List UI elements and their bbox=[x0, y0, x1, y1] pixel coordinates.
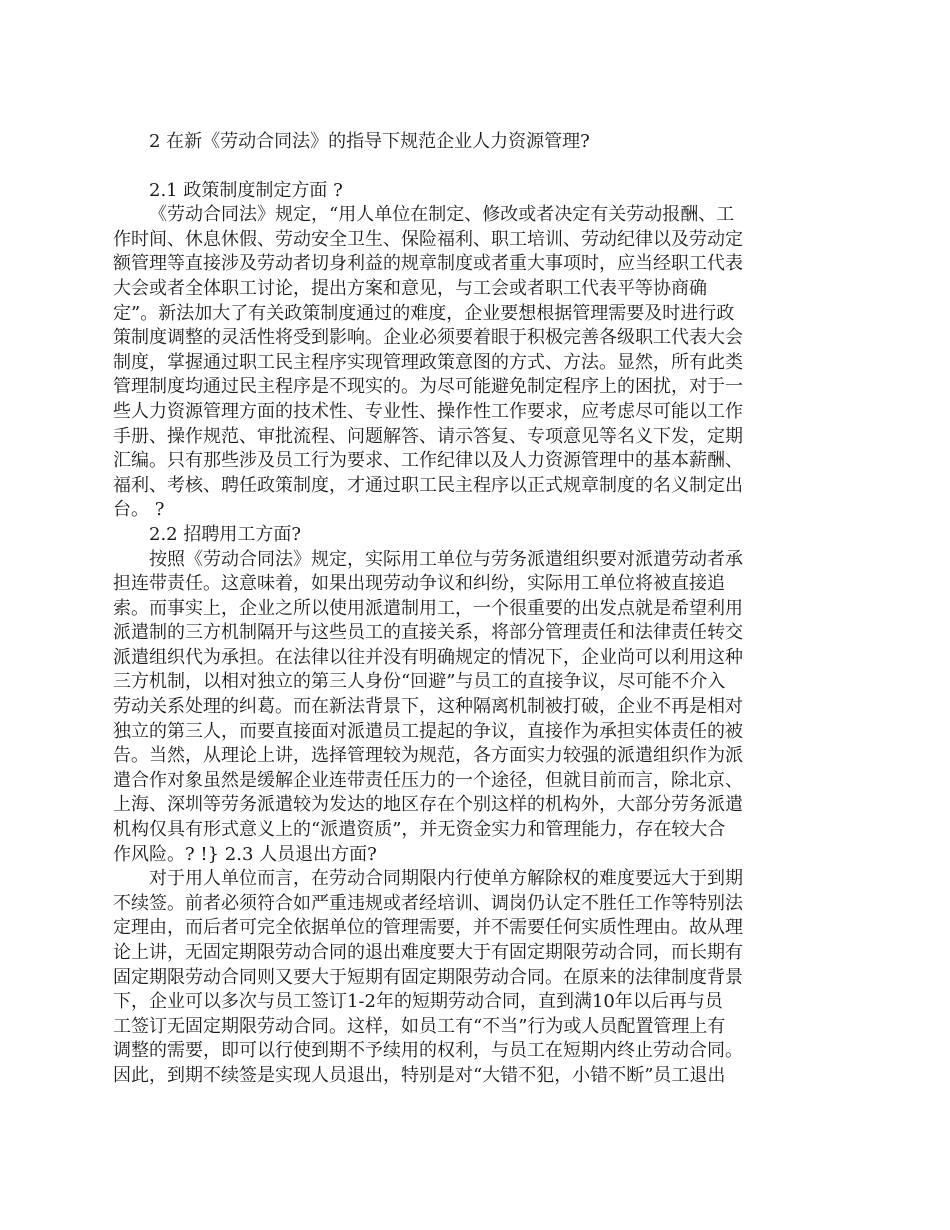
paragraph-line: 作风险。? !} 2.3 人员退出方面? bbox=[113, 843, 377, 865]
paragraph-line: 论上讲，无固定期限劳动合同的退出难度要大于有固定期限劳动合同，而长期有 bbox=[113, 942, 743, 963]
paragraph-line: 劳动关系处理的纠葛。而在新法背景下，这种隔离机制被打破，企业不再是相对 bbox=[113, 696, 743, 718]
paragraph-line: 不续签。前者必须符合如严重违规或者经培训、调岗仍认定不胜任工作等特别法 bbox=[113, 892, 743, 914]
section-title-2-2: 2.2 招聘用工方面? bbox=[149, 523, 301, 545]
paragraph-line: 台。 ? bbox=[113, 499, 165, 521]
paragraph-line: 大会或者全体职工讨论，提出方案和意见，与工会或者职工代表平等协商确 bbox=[113, 277, 707, 299]
paragraph-line: 下，企业可以多次与员工签订1-2年的短期劳动合同，直到满10年以后再与员 bbox=[113, 991, 723, 1013]
paragraph-line: 对于用人单位而言，在劳动合同期限内行使单方解除权的难度要远大于到期 bbox=[149, 868, 743, 890]
paragraph-line: 索。而事实上，企业之所以使用派遣制用工，一个很重要的出发点就是希望利用 bbox=[113, 597, 743, 619]
section-2-2-body bbox=[113, 548, 768, 868]
paragraph-line: 作时间、休息休假、劳动安全卫生、保险福利、职工培训、劳动纪律以及劳动定 bbox=[113, 228, 743, 250]
document-heading: 2 在新《劳动合同法》的指导下规范企业人力资源管理? bbox=[149, 131, 590, 152]
paragraph-line: 担连带责任。这意味着，如果出现劳动争议和纠纷，实际用工单位将被直接追 bbox=[113, 573, 725, 595]
section-title-2-1: 2.1 政策制度制定方面 ? bbox=[149, 179, 343, 201]
paragraph-line: 上海、深圳等劳务派遣较为发达的地区存在个别这样的机构外，大部分劳务派遣 bbox=[113, 794, 743, 816]
document-page bbox=[113, 130, 768, 1089]
paragraph-line: 派遣制的三方机制隔开与这些员工的直接关系，将部分管理责任和法律责任转交 bbox=[113, 622, 743, 644]
paragraph-line: 因此，到期不续签是实现人员退出，特别是对“大错不犯，小错不断”员工退出 bbox=[113, 1064, 726, 1086]
section-2-3-body bbox=[113, 867, 768, 1088]
paragraph-line: 些人力资源管理方面的技术性、专业性、操作性工作要求，应考虑尽可能以工作 bbox=[113, 400, 743, 422]
paragraph-line: 策制度调整的灵活性将受到影响。企业必须要着眼于积极完善各级职工代表大会 bbox=[113, 327, 743, 349]
section-2-1-body bbox=[113, 203, 768, 523]
paragraph-line: 汇编。只有那些涉及员工行为要求、工作纪律以及人力资源管理中的基本薪酬、 bbox=[113, 450, 743, 472]
paragraph-line: 福利、考核、聘任政策制度，才通过职工民主程序以正式规章制度的名义制定出 bbox=[113, 474, 743, 496]
paragraph-line: 派遣组织代为承担。在法律以往并没有明确规定的情况下，企业尚可以利用这种 bbox=[113, 646, 743, 668]
paragraph-line: 制度，掌握通过职工民主程序实现管理政策意图的方式、方法。显然，所有此类 bbox=[113, 351, 743, 373]
paragraph-line: 固定期限劳动合同则又要大于短期有固定期限劳动合同。在原来的法律制度背景 bbox=[113, 966, 743, 988]
paragraph-line: 遣合作对象虽然是缓解企业连带责任压力的一个途径，但就目前而言，除北京、 bbox=[113, 769, 743, 791]
paragraph-line: 管理制度均通过民主程序是不现实的。为尽可能避免制定程序上的困扰，对于一 bbox=[113, 376, 743, 398]
paragraph-line: 三方机制，以相对独立的第三人身份“回避”与员工的直接争议，尽可能不介入 bbox=[113, 671, 726, 693]
paragraph-line: 手册、操作规范、审批流程、问题解答、请示答复、专项意见等名义下发，定期 bbox=[113, 425, 743, 447]
paragraph-line: 工签订无固定期限劳动合同。这样，如员工有“不当”行为或人员配置管理上有 bbox=[113, 1015, 726, 1037]
paragraph-line: 告。当然，从理论上讲，选择管理较为规范，各方面实力较强的派遣组织作为派 bbox=[113, 745, 743, 767]
paragraph-line: 独立的第三人，而要直接面对派遣员工提起的争议，直接作为承担实体责任的被 bbox=[113, 720, 743, 742]
paragraph-line: 定”。新法加大了有关政策制度通过的难度，企业要想根据管理需要及时进行政 bbox=[113, 302, 735, 324]
paragraph-line: 定理由，而后者可完全依据单位的管理需要，并不需要任何实质性理由。故从理 bbox=[113, 917, 743, 939]
paragraph-line: 《劳动合同法》规定，“用人单位在制定、修改或者决定有关劳动报酬、工 bbox=[149, 204, 735, 226]
paragraph-line: 按照《劳动合同法》规定，实际用工单位与劳务派遣组织要对派遣劳动者承 bbox=[149, 548, 743, 570]
paragraph-line: 调整的需要，即可以行使到期不予续用的权利，与员工在短期内终止劳动合同。 bbox=[113, 1040, 743, 1062]
paragraph-line: 额管理等直接涉及劳动者切身利益的规章制度或者重大事项时，应当经职工代表 bbox=[113, 253, 743, 275]
paragraph-line: 机构仅具有形式意义上的“派遣资质”，并无资金实力和管理能力，存在较大合 bbox=[113, 819, 726, 841]
